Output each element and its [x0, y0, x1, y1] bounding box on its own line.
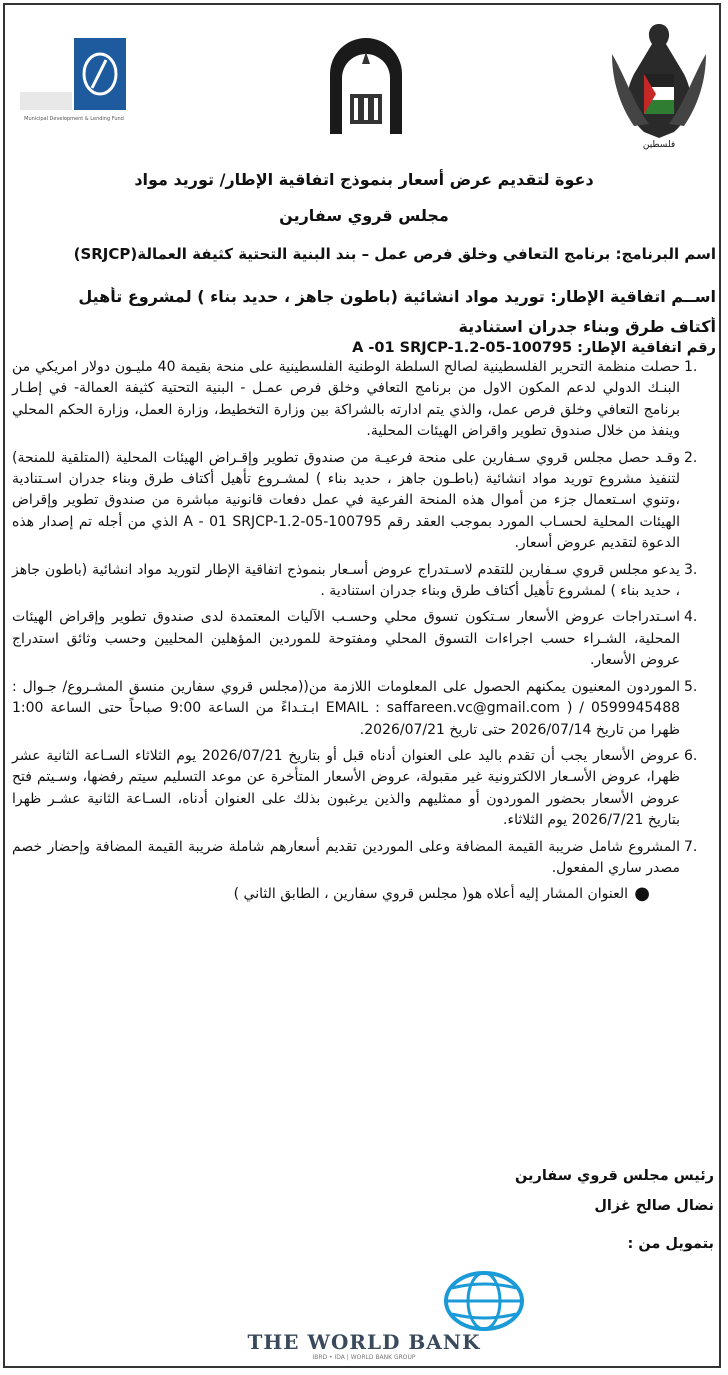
list-item: [12, 607, 714, 671]
list-item: [12, 448, 714, 555]
list-item: [12, 357, 714, 443]
logos-row: [0, 0, 728, 160]
emblem-caption: فلسطين: [642, 140, 676, 150]
item-number: 3.: [684, 561, 698, 578]
item-text: عروض الأسعار يجب أن تقدم باليد على العنوان أدناه قبل أو بتاريخ 2026/07/21 يوم الثلاثاء السـاعة الثانية عشر ظهرا، عروض الأسـعار الالكترونية غير مقبولة، عروض الأسعار المتأخرة عن موعد التسليم سيتم رفضها، وسـيتم فتح عروض الأسعار بحضور الموردون أو ممثليهم والذين يرغبون بذلك على العنوان أدناه، السـاعة الثانية عشـر ظهرا بتاريخ 2026/7/21 يوم الثلاثاء.: [12, 747, 680, 829]
signature-name: نضال صالح غزال: [594, 1198, 714, 1214]
list-item: [12, 837, 714, 880]
program-line: اسم البرنامج: برنامج التعافي وخلق فرص عمل – بند البنية التحتية كثيفة العمالة(SRJCP): [73, 245, 716, 263]
framework-line-2: أكتاف طرق وبناء جدران استنادية: [458, 317, 716, 336]
item-number: 7.: [684, 838, 698, 855]
municipal-fund-logo-icon: [18, 30, 130, 130]
world-bank-subtitle: IBRD • IDA | WORLD BANK GROUP: [312, 1354, 416, 1361]
village-council-logo: [320, 34, 412, 144]
world-bank-name: THE WORLD BANK: [247, 1330, 481, 1354]
municipal-fund-logo: [18, 30, 130, 130]
notice-title: دعوة لتقديم عرض أسعار بنموذج اتفاقية الإطار/ توريد مواد: [134, 170, 594, 189]
item-text: يدعو مجلس قروي سـفارين للتقدم لاسـتدراج عروض أسـعار بنموذج اتفاقية الإطار لتوريد مواد انشائية (باطون جاهز ، حديد بناء ) لمشروع تأهيل أكتاف طرق وبناء جدران استنادية .: [12, 561, 680, 600]
item-text: حصلت منظمة التحرير الفلسطينية لصالح السلطة الوطنية الفلسطينية على منحة بقيمة 40 مليـون دولار امريكي من البنـك الدولي لدعم المكون الاول من برنامج التعافي وخلق فرص عمـل - البنية التحتية كثيفة العمالة- في إطـار برنامج التعافي وخلق فرص عمل، والذي يتم ادارته بالشراكة بين وزارة التخطيط، وزارة العمل، وزارة الحكم المحلي وينفذ من خلال صندوق تطوير واقراض الهيئات المحلية.: [12, 359, 680, 440]
framework-line-1: اســم اتفاقية الإطار: توريد مواد انشائية (باطون جاهز ، حديد بناء ) لمشروع تأهيل: [78, 287, 716, 306]
address-bullet: [12, 884, 714, 905]
world-bank-globe-icon: [442, 1270, 526, 1332]
municipal-fund-caption: Municipal Development & Lending Fund: [24, 116, 124, 122]
signature-role: رئيس مجلس قروي سفارين: [515, 1168, 714, 1184]
bullet-icon: ●: [634, 883, 650, 905]
item-text: اسـتدراجات عروض الأسعار سـتكون تسوق محلي وحسـب الآليات المعتمدة لدى صندوق تطوير وإقراض الهيئات المحلية، الشـراء حسب اجراءات التسوق المحلي ومفتوحة للموردين المؤهلين المحليين وحسب وثائق استدراج عروض الأسعار.: [12, 609, 680, 669]
village-council-logo-icon: [320, 34, 412, 144]
address-text: العنوان المشار إليه أعلاه هو( مجلس قروي سفارين ، الطابق الثاني ): [233, 886, 628, 903]
item-number: 4.: [684, 609, 698, 626]
list-item: [12, 746, 714, 832]
item-number: 6.: [684, 747, 698, 764]
notice-body: [12, 357, 714, 906]
council-name: مجلس قروي سفارين: [279, 206, 449, 225]
funded-by-label: بتمويل من :: [627, 1236, 714, 1252]
item-number: 5.: [684, 678, 698, 695]
palestine-eagle-emblem: [604, 14, 714, 154]
list-item: [12, 560, 714, 603]
item-text: وقـد حصل مجلس قروي سـفارين على منحة فرعيـة من صندوق تطوير وإقـراض الهيئات المحلية (المتلقية للمنحة) لتنفيذ مشروع توريد مواد انشائية (باطـون جاهز ، حديد بناء ) لمشـروع تأهيل أكتاف طرق وبناء جدران اسـتنادية ،وتنوي اسـتعمال جزء من أموال هذه المنحة الفرعية في عمل دفعات قانونية مباشرة من صندوق تطوير وإقراض الهيئات المحلية لحسـاب المورد بموجب العقد رقم A - 01 SRJCP-1.2-05-100795 الذي من أجله تم إصدار هذه الدعوة لتقديم عروض أسعار.: [12, 449, 681, 552]
palestine-eagle-emblem-icon: [604, 14, 714, 144]
framework-number: رقم اتفاقية الإطار: A -01 SRJCP-1.2-05-100795: [352, 340, 716, 356]
list-item: [12, 677, 714, 741]
item-number: 2.: [684, 449, 698, 466]
item-text: المشروع شامل ضريبة القيمة المضافة وعلى الموردين تقديم أسعارهم شاملة ضريبة القيمة المضافة وإحضار خصم مصدر ساري المفعول.: [12, 838, 680, 876]
item-text: الموردون المعنيون يمكنهم الحصول على المعلومات اللازمة من((مجلس قروي سفارين منسق المشـروع/ جـوال : 0599945488 / ( EMAIL : saffareen.vc@gmail.com ابـتـداءً من الساعة 9:00 صباحاً حتى الساعة 1:00 ظهرا من تاريخ 2026/07/14 حتى تاريخ 2026/07/21.: [12, 678, 681, 738]
item-number: 1.: [684, 359, 698, 375]
